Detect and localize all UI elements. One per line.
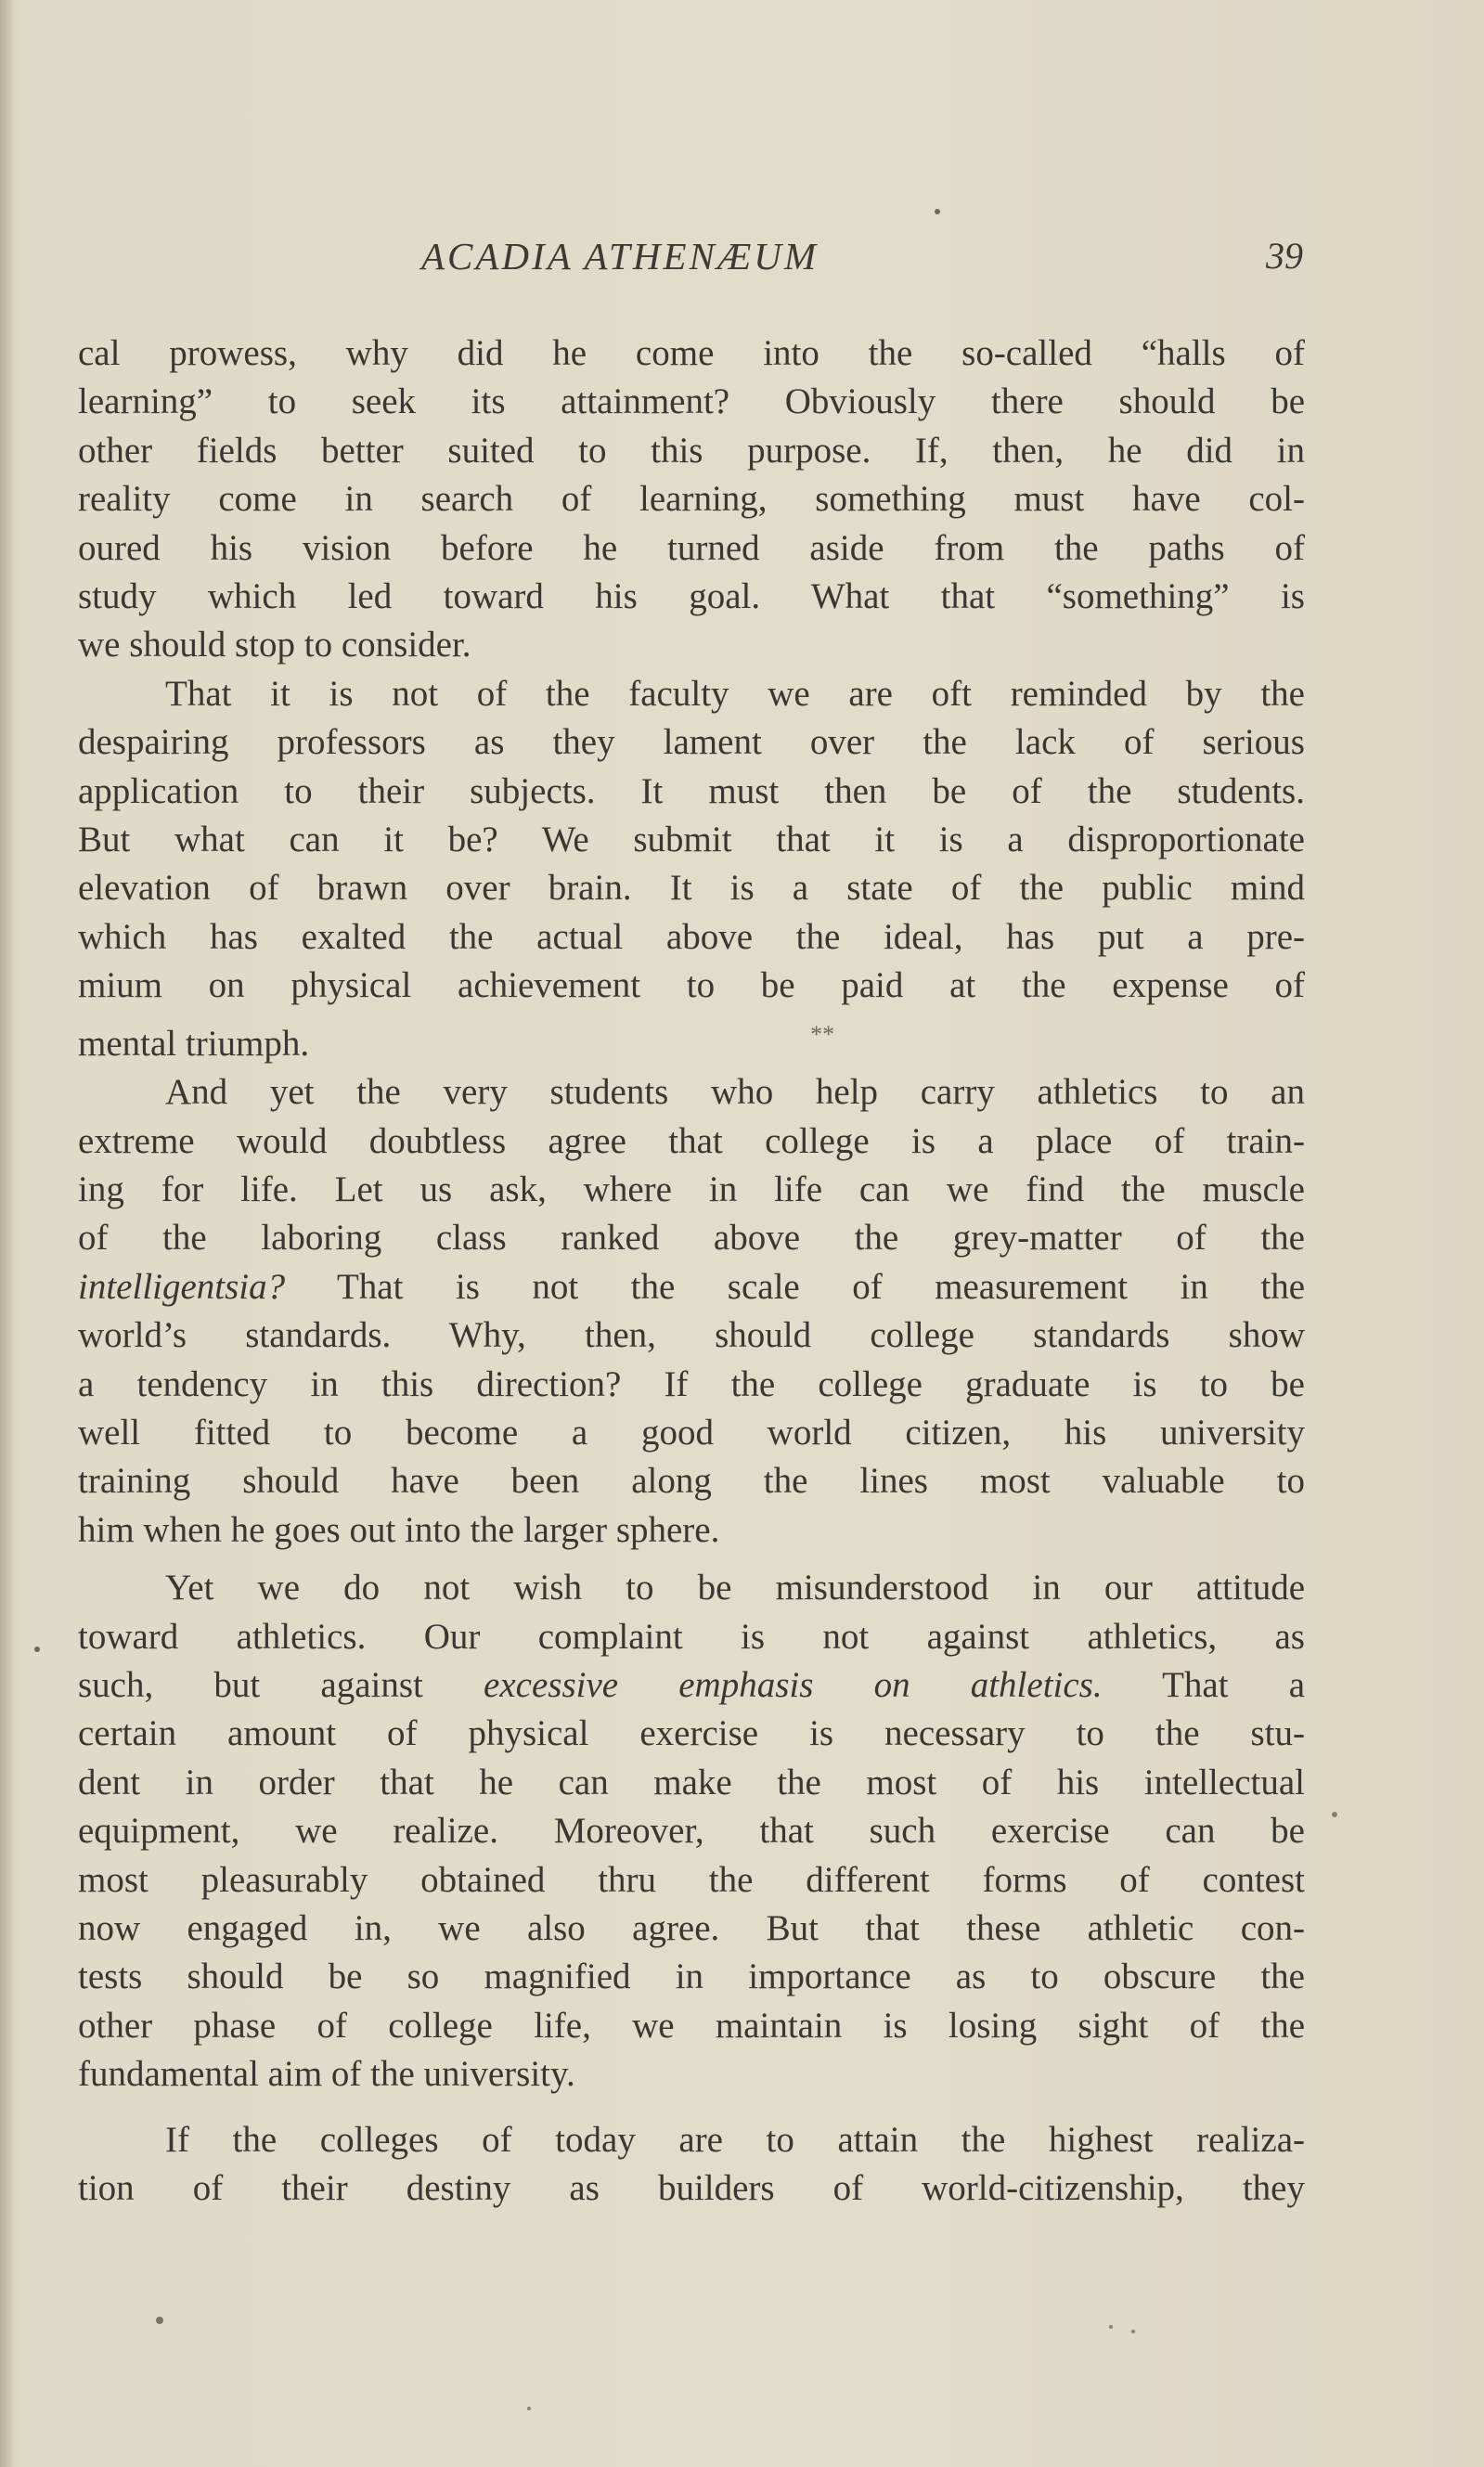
text-line: training should have been along the lines most valuable to <box>78 1461 1305 1502</box>
text-line: other fields better suited to this purpose. If, then, he did in <box>78 430 1305 471</box>
text-line: oured his vision before he turned aside from the paths of <box>78 527 1305 568</box>
speck <box>1131 2330 1135 2333</box>
text-line: learning” to seek its attainment? Obviously there should be <box>78 381 1305 422</box>
italic-word: intelligentsia? <box>78 1266 286 1307</box>
speck <box>1332 1812 1337 1817</box>
text-line: toward athletics. Our complaint is not against athletics, as <box>78 1616 1305 1657</box>
text-line-content: such, but against <box>78 1664 423 1705</box>
speck <box>156 2317 163 2324</box>
speck <box>527 2407 531 2410</box>
text-line: If the colleges of today are to attain the highest realiza- <box>165 2119 1305 2160</box>
text-line: we should stop to consider. <box>78 625 471 665</box>
text-line: study which led toward his goal. What that “something” is <box>78 576 1305 617</box>
text-line: tests should be so magnified in importance as to obscure the <box>78 1957 1305 1997</box>
text-line: fundamental aim of the university. <box>78 2054 575 2095</box>
speck <box>34 1647 40 1652</box>
text-line: extreme would doubtless agree that college is a place of train- <box>78 1120 1305 1161</box>
text-line: equipment, we realize. Moreover, that such exercise can be <box>78 1811 1305 1852</box>
text-line: elevation of brawn over brain. It is a state of the public mind <box>78 868 1305 909</box>
text-line-content: That is not the scale of measurement in the <box>336 1266 1305 1307</box>
page-number: 39 <box>1266 235 1303 277</box>
text-line: And yet the very students who help carry athletics to an <box>165 1072 1305 1113</box>
text-line: well fitted to become a good world citizen, his university <box>78 1412 1305 1453</box>
text-line: Yet we do not wish to be misunderstood in our attitude <box>165 1568 1305 1608</box>
text-line: reality come in search of learning, something must have col- <box>78 479 1305 520</box>
text-line: which has exalted the actual above the ideal, has put a pre- <box>78 916 1305 957</box>
text-line: But what can it be? We submit that it is a disproportionate <box>78 820 1305 860</box>
text-line-content: mental triumph. <box>78 1023 310 1064</box>
stray-asterisks: ** <box>810 1020 835 1048</box>
text-line: cal prowess, why did he come into the so-called “halls of <box>78 333 1305 373</box>
speck <box>935 209 940 214</box>
text-line: world’s standards. Why, then, should college standards show <box>78 1315 1305 1356</box>
text-line: mium on physical achievement to be paid at the expense of <box>78 965 1305 1006</box>
text-line: a tendency in this direction? If the college graduate is to be <box>78 1363 1305 1404</box>
text-line: of the laboring class ranked above the grey-matter of the <box>78 1218 1305 1259</box>
speck <box>1109 2325 1113 2329</box>
italic-phrase: excessive emphasis on athletics. <box>484 1664 1103 1705</box>
text-line: now engaged in, we also agree. But that these athletic con- <box>78 1908 1305 1948</box>
text-line: most pleasurably obtained thru the different forms of contest <box>78 1859 1305 1900</box>
text-line: application to their subjects. It must then be of the students. <box>78 770 1305 811</box>
text-line-content: That a <box>1162 1664 1306 1705</box>
text-line: certain amount of physical exercise is necessary to the stu- <box>78 1713 1305 1754</box>
running-title: ACADIA ATHENÆUM <box>421 235 819 278</box>
text-line: him when he goes out into the larger sphere. <box>78 1509 720 1550</box>
text-line: dent in order that he can make the most of his intellectual <box>78 1762 1305 1802</box>
text-line: That it is not of the faculty we are oft reminded by the <box>165 673 1305 714</box>
text-line: tion of their destiny as builders of world-citizenship, they <box>78 2168 1305 2209</box>
text-line: ing for life. Let us ask, where in life can we find the muscle <box>78 1169 1305 1209</box>
text-line: despairing professors as they lament over the lack of serious <box>78 722 1305 763</box>
text-line: other phase of college life, we maintain is losing sight of the <box>78 2005 1305 2046</box>
